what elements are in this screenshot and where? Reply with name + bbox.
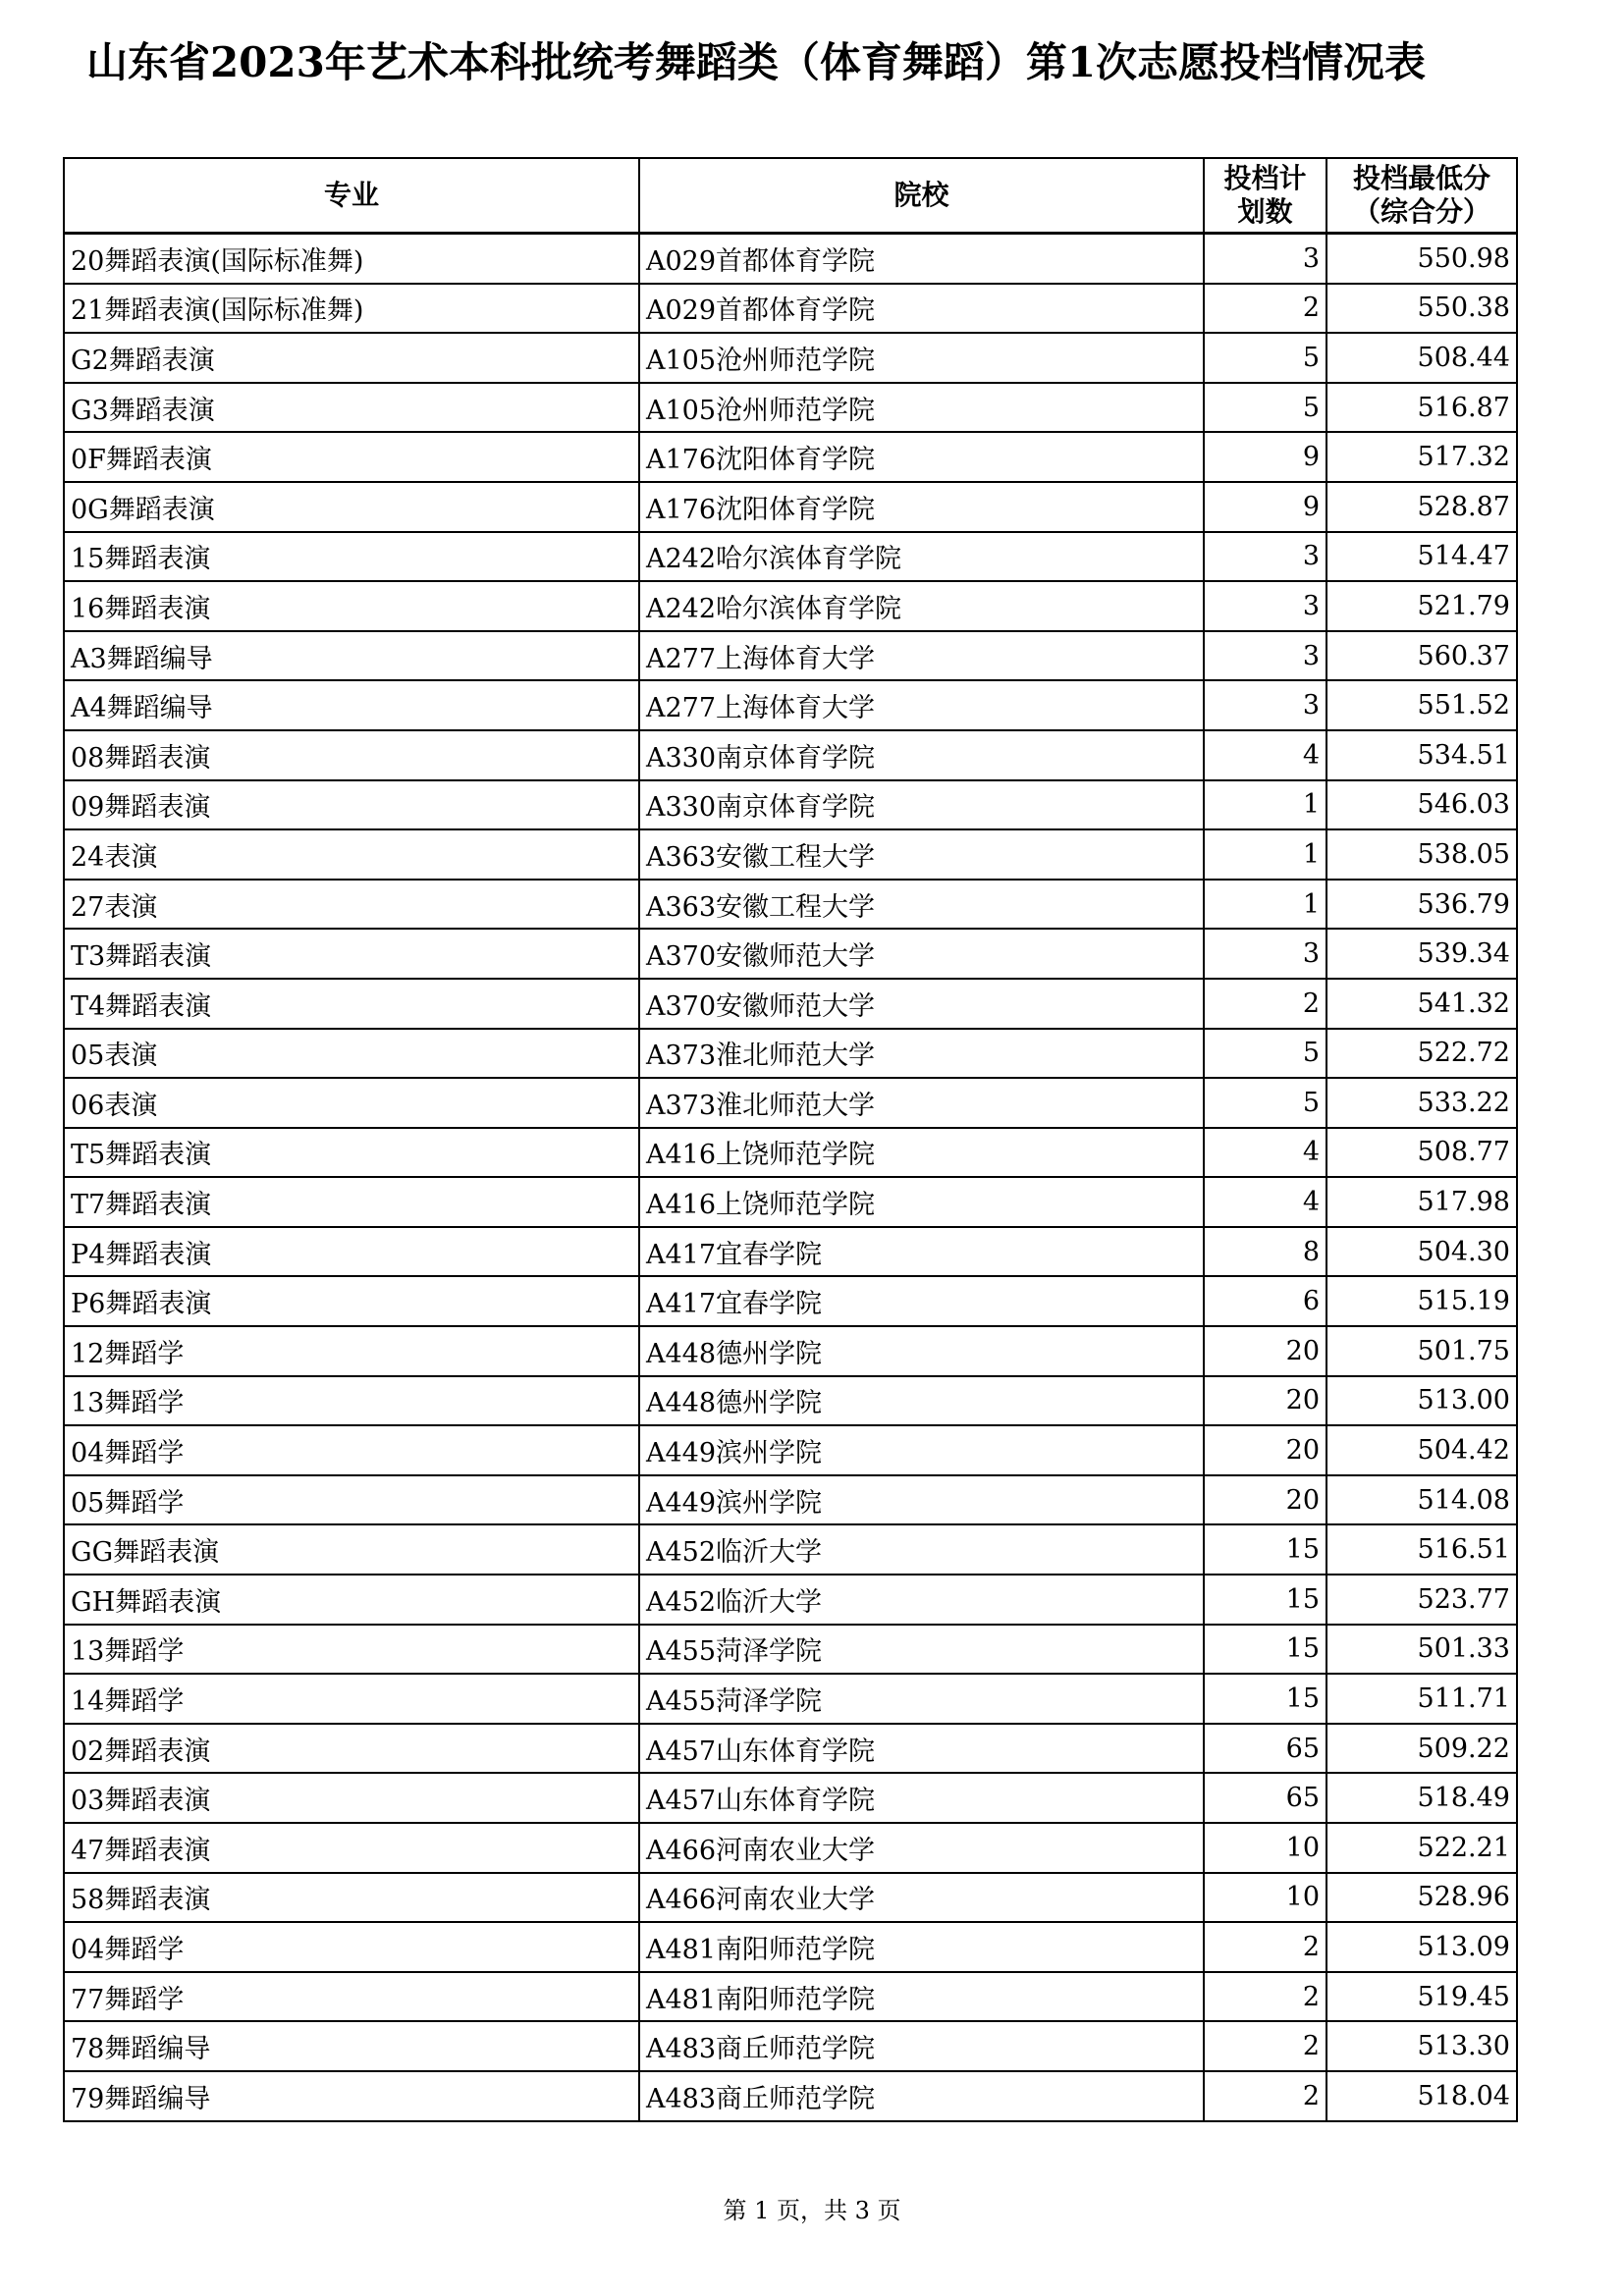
cell-school: A277上海体育大学 <box>639 680 1204 730</box>
table-row <box>64 1078 1517 1128</box>
cell-min-score: 514.08 <box>1326 1475 1517 1525</box>
cell-plan: 8 <box>1204 1227 1326 1277</box>
cell-school: A330南京体育学院 <box>639 780 1204 830</box>
cell-major: 47舞蹈表演 <box>64 1823 639 1873</box>
cell-major: 06表演 <box>64 1078 639 1128</box>
table-row <box>64 680 1517 730</box>
table-row <box>64 730 1517 780</box>
cell-major: 58舞蹈表演 <box>64 1873 639 1923</box>
cell-plan: 3 <box>1204 680 1326 730</box>
cell-major: 21舞蹈表演(国际标准舞) <box>64 284 639 334</box>
table-row <box>64 284 1517 334</box>
table-header-row <box>64 158 1517 234</box>
header-school: 院校 <box>639 158 1204 234</box>
cell-school: A457山东体育学院 <box>639 1773 1204 1823</box>
cell-min-score: 528.96 <box>1326 1873 1517 1923</box>
table-row <box>64 1873 1517 1923</box>
cell-major: 24表演 <box>64 829 639 880</box>
table-row <box>64 1227 1517 1277</box>
table-row <box>64 979 1517 1029</box>
cell-plan: 4 <box>1204 730 1326 780</box>
cell-school: A452临沂大学 <box>639 1575 1204 1625</box>
cell-plan: 3 <box>1204 929 1326 979</box>
cell-plan: 9 <box>1204 482 1326 532</box>
cell-school: A416上饶师范学院 <box>639 1128 1204 1178</box>
cell-min-score: 504.30 <box>1326 1227 1517 1277</box>
cell-plan: 20 <box>1204 1326 1326 1376</box>
cell-major: 03舞蹈表演 <box>64 1773 639 1823</box>
cell-major: 12舞蹈学 <box>64 1326 639 1376</box>
table-row <box>64 432 1517 482</box>
cell-major: 04舞蹈学 <box>64 1922 639 1972</box>
cell-min-score: 514.47 <box>1326 532 1517 582</box>
table-row <box>64 1625 1517 1675</box>
header-min-score: 投档最低分（综合分） <box>1326 158 1517 234</box>
cell-school: A417宜春学院 <box>639 1276 1204 1326</box>
cell-major: P4舞蹈表演 <box>64 1227 639 1277</box>
table-row <box>64 631 1517 681</box>
table-row <box>64 2071 1517 2121</box>
cell-plan: 5 <box>1204 1078 1326 1128</box>
cell-school: A370安徽师范大学 <box>639 979 1204 1029</box>
cell-min-score: 504.42 <box>1326 1425 1517 1475</box>
cell-plan: 2 <box>1204 2071 1326 2121</box>
table-row <box>64 829 1517 880</box>
cell-min-score: 509.22 <box>1326 1724 1517 1774</box>
cell-plan: 3 <box>1204 631 1326 681</box>
cell-min-score: 517.32 <box>1326 432 1517 482</box>
cell-min-score: 508.44 <box>1326 333 1517 383</box>
cell-major: G3舞蹈表演 <box>64 383 639 433</box>
table-row <box>64 1177 1517 1227</box>
cell-major: 09舞蹈表演 <box>64 780 639 830</box>
cell-school: A277上海体育大学 <box>639 631 1204 681</box>
cell-plan: 10 <box>1204 1873 1326 1923</box>
table-row <box>64 234 1517 284</box>
cell-plan: 4 <box>1204 1177 1326 1227</box>
table-row <box>64 780 1517 830</box>
cell-school: A449滨州学院 <box>639 1425 1204 1475</box>
cell-plan: 2 <box>1204 1972 1326 2022</box>
cell-school: A481南阳师范学院 <box>639 1922 1204 1972</box>
cell-plan: 2 <box>1204 979 1326 1029</box>
admission-table <box>63 157 1518 2122</box>
cell-min-score: 511.71 <box>1326 1674 1517 1724</box>
cell-min-score: 513.09 <box>1326 1922 1517 1972</box>
table-row <box>64 1276 1517 1326</box>
cell-major: P6舞蹈表演 <box>64 1276 639 1326</box>
cell-min-score: 533.22 <box>1326 1078 1517 1128</box>
table-row <box>64 1376 1517 1426</box>
table-row <box>64 2021 1517 2071</box>
cell-school: A417宜春学院 <box>639 1227 1204 1277</box>
table-row <box>64 1029 1517 1079</box>
cell-major: GH舞蹈表演 <box>64 1575 639 1625</box>
cell-school: A029首都体育学院 <box>639 234 1204 284</box>
cell-min-score: 508.77 <box>1326 1128 1517 1178</box>
table-row <box>64 383 1517 433</box>
table-row <box>64 1524 1517 1575</box>
cell-major: 0G舞蹈表演 <box>64 482 639 532</box>
cell-plan: 2 <box>1204 2021 1326 2071</box>
cell-min-score: 501.33 <box>1326 1625 1517 1675</box>
cell-plan: 15 <box>1204 1575 1326 1625</box>
cell-major: 15舞蹈表演 <box>64 532 639 582</box>
cell-min-score: 501.75 <box>1326 1326 1517 1376</box>
cell-school: A416上饶师范学院 <box>639 1177 1204 1227</box>
cell-school: A483商丘师范学院 <box>639 2021 1204 2071</box>
cell-school: A455菏泽学院 <box>639 1625 1204 1675</box>
table-row <box>64 1972 1517 2022</box>
cell-plan: 3 <box>1204 532 1326 582</box>
cell-school: A105沧州师范学院 <box>639 383 1204 433</box>
table-row <box>64 1575 1517 1625</box>
cell-min-score: 516.51 <box>1326 1524 1517 1575</box>
cell-major: T5舞蹈表演 <box>64 1128 639 1178</box>
cell-major: A4舞蹈编导 <box>64 680 639 730</box>
cell-min-score: 560.37 <box>1326 631 1517 681</box>
cell-major: 77舞蹈学 <box>64 1972 639 2022</box>
cell-plan: 10 <box>1204 1823 1326 1873</box>
cell-min-score: 518.04 <box>1326 2071 1517 2121</box>
cell-plan: 3 <box>1204 581 1326 631</box>
cell-plan: 1 <box>1204 780 1326 830</box>
cell-major: 20舞蹈表演(国际标准舞) <box>64 234 639 284</box>
cell-plan: 15 <box>1204 1524 1326 1575</box>
cell-min-score: 546.03 <box>1326 780 1517 830</box>
cell-plan: 3 <box>1204 234 1326 284</box>
cell-min-score: 522.21 <box>1326 1823 1517 1873</box>
cell-min-score: 536.79 <box>1326 880 1517 930</box>
table-row <box>64 929 1517 979</box>
cell-school: A481南阳师范学院 <box>639 1972 1204 2022</box>
table-row <box>64 1823 1517 1873</box>
page-title: 山东省2023年艺术本科批统考舞蹈类（体育舞蹈）第1次志愿投档情况表 <box>85 38 1427 86</box>
cell-school: A457山东体育学院 <box>639 1724 1204 1774</box>
cell-major: G2舞蹈表演 <box>64 333 639 383</box>
table-row <box>64 581 1517 631</box>
cell-min-score: 551.52 <box>1326 680 1517 730</box>
cell-plan: 20 <box>1204 1376 1326 1426</box>
cell-major: 02舞蹈表演 <box>64 1724 639 1774</box>
page-footer: 第 1 页，共 3 页 <box>723 2197 901 2224</box>
cell-major: 78舞蹈编导 <box>64 2021 639 2071</box>
table-row <box>64 880 1517 930</box>
cell-major: 13舞蹈学 <box>64 1625 639 1675</box>
cell-min-score: 515.19 <box>1326 1276 1517 1326</box>
cell-min-score: 550.38 <box>1326 284 1517 334</box>
cell-school: A330南京体育学院 <box>639 730 1204 780</box>
cell-min-score: 513.30 <box>1326 2021 1517 2071</box>
cell-school: A448德州学院 <box>639 1326 1204 1376</box>
cell-major: 04舞蹈学 <box>64 1425 639 1475</box>
cell-min-score: 528.87 <box>1326 482 1517 532</box>
cell-school: A448德州学院 <box>639 1376 1204 1426</box>
cell-major: A3舞蹈编导 <box>64 631 639 681</box>
cell-plan: 65 <box>1204 1724 1326 1774</box>
cell-plan: 4 <box>1204 1128 1326 1178</box>
cell-min-score: 518.49 <box>1326 1773 1517 1823</box>
cell-major: 16舞蹈表演 <box>64 581 639 631</box>
cell-school: A242哈尔滨体育学院 <box>639 532 1204 582</box>
cell-plan: 2 <box>1204 1922 1326 1972</box>
cell-min-score: 541.32 <box>1326 979 1517 1029</box>
cell-min-score: 538.05 <box>1326 829 1517 880</box>
cell-min-score: 521.79 <box>1326 581 1517 631</box>
cell-plan: 20 <box>1204 1475 1326 1525</box>
table-row <box>64 1326 1517 1376</box>
cell-min-score: 516.87 <box>1326 383 1517 433</box>
cell-plan: 20 <box>1204 1425 1326 1475</box>
cell-min-score: 539.34 <box>1326 929 1517 979</box>
cell-school: A452临沂大学 <box>639 1524 1204 1575</box>
cell-major: 05舞蹈学 <box>64 1475 639 1525</box>
table-body <box>64 234 1517 2121</box>
cell-plan: 6 <box>1204 1276 1326 1326</box>
cell-min-score: 550.98 <box>1326 234 1517 284</box>
cell-min-score: 522.72 <box>1326 1029 1517 1079</box>
table-row <box>64 532 1517 582</box>
cell-school: A370安徽师范大学 <box>639 929 1204 979</box>
table-row <box>64 1128 1517 1178</box>
header-plan: 投档计划数 <box>1204 158 1326 234</box>
cell-min-score: 534.51 <box>1326 730 1517 780</box>
cell-major: 05表演 <box>64 1029 639 1079</box>
cell-school: A466河南农业大学 <box>639 1823 1204 1873</box>
cell-school: A449滨州学院 <box>639 1475 1204 1525</box>
cell-school: A455菏泽学院 <box>639 1674 1204 1724</box>
cell-plan: 15 <box>1204 1625 1326 1675</box>
table-row <box>64 333 1517 383</box>
cell-school: A363安徽工程大学 <box>639 829 1204 880</box>
cell-major: T3舞蹈表演 <box>64 929 639 979</box>
cell-school: A176沈阳体育学院 <box>639 482 1204 532</box>
table-row <box>64 482 1517 532</box>
cell-school: A373淮北师范大学 <box>639 1029 1204 1079</box>
cell-min-score: 513.00 <box>1326 1376 1517 1426</box>
cell-plan: 5 <box>1204 1029 1326 1079</box>
table-row <box>64 1922 1517 1972</box>
cell-major: 79舞蹈编导 <box>64 2071 639 2121</box>
header-major: 专业 <box>64 158 639 234</box>
cell-school: A373淮北师范大学 <box>639 1078 1204 1128</box>
cell-plan: 1 <box>1204 829 1326 880</box>
cell-min-score: 517.98 <box>1326 1177 1517 1227</box>
cell-major: 0F舞蹈表演 <box>64 432 639 482</box>
cell-school: A483商丘师范学院 <box>639 2071 1204 2121</box>
cell-plan: 5 <box>1204 333 1326 383</box>
table-row <box>64 1724 1517 1774</box>
cell-major: T4舞蹈表演 <box>64 979 639 1029</box>
cell-school: A105沧州师范学院 <box>639 333 1204 383</box>
cell-major: 13舞蹈学 <box>64 1376 639 1426</box>
cell-major: GG舞蹈表演 <box>64 1524 639 1575</box>
cell-plan: 9 <box>1204 432 1326 482</box>
table-row <box>64 1674 1517 1724</box>
cell-plan: 65 <box>1204 1773 1326 1823</box>
cell-school: A242哈尔滨体育学院 <box>639 581 1204 631</box>
cell-plan: 15 <box>1204 1674 1326 1724</box>
cell-school: A176沈阳体育学院 <box>639 432 1204 482</box>
cell-min-score: 523.77 <box>1326 1575 1517 1625</box>
cell-major: 27表演 <box>64 880 639 930</box>
cell-plan: 1 <box>1204 880 1326 930</box>
table-row <box>64 1425 1517 1475</box>
cell-major: T7舞蹈表演 <box>64 1177 639 1227</box>
cell-major: 14舞蹈学 <box>64 1674 639 1724</box>
table-row <box>64 1475 1517 1525</box>
cell-major: 08舞蹈表演 <box>64 730 639 780</box>
cell-school: A466河南农业大学 <box>639 1873 1204 1923</box>
cell-school: A363安徽工程大学 <box>639 880 1204 930</box>
cell-plan: 5 <box>1204 383 1326 433</box>
cell-plan: 2 <box>1204 284 1326 334</box>
cell-school: A029首都体育学院 <box>639 284 1204 334</box>
cell-min-score: 519.45 <box>1326 1972 1517 2022</box>
table-row <box>64 1773 1517 1823</box>
